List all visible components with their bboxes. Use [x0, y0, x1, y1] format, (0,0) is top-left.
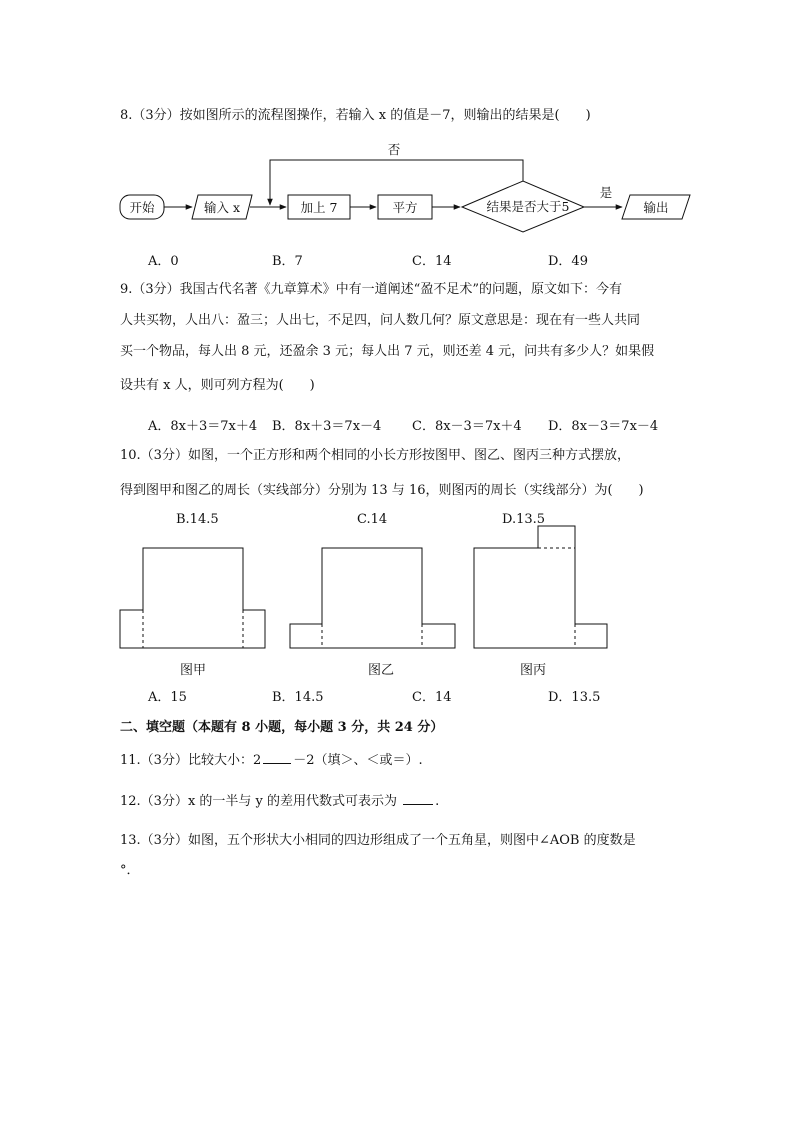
flow-add-label: 加上 7: [300, 200, 338, 215]
q10-fig-label-jia: 图甲: [180, 663, 207, 678]
q10-fig-top-label-c: C.14: [357, 512, 388, 527]
flow-start-label: 开始: [129, 200, 155, 215]
figure-yi: [290, 548, 455, 648]
q10-option-d: D．13.5: [548, 690, 601, 705]
q8-option-a: A．0: [148, 254, 179, 269]
q11-post: －2（填＞、＜或＝）.: [293, 753, 423, 768]
q12-blank[interactable]: [403, 792, 433, 805]
q9-line3: 买一个物品，每人出 8 元，还盈余 3 元；每人出 7 元，则还差 4 元，问共有多少人？如果假: [120, 344, 655, 359]
q12-post: .: [435, 794, 440, 809]
q8-flowchart: [110, 138, 710, 238]
q12-text: [120, 792, 439, 812]
q8-option-d: D．49: [548, 254, 588, 269]
q10-option-b: B．14.5: [272, 690, 324, 705]
q9-option-a: A．8x＋3＝7x＋4: [148, 419, 258, 434]
flow-output-label: 输出: [643, 200, 669, 215]
q12-pre: 12.（3分）x 的一半与 y 的差用代数式可表示为: [120, 794, 402, 809]
q13-line1: 13.（3分）如图，五个形状大小相同的四边形组成了一个五角星，则图中∠AOB 的度数是: [120, 833, 636, 848]
q10-fig-label-bing: 图丙: [520, 663, 547, 678]
q9-line1: 9.（3分）我国古代名著《九章算术》中有一道阐述“盈不足术”的问题，原文如下：今有: [120, 282, 622, 297]
q9-option-d: D．8x－3＝7x－4: [548, 419, 659, 434]
q13-line2: °．: [120, 863, 140, 878]
q11-text: [120, 751, 423, 771]
q10-fig-top-label-b: B.14.5: [176, 512, 219, 527]
section-fill-in-title: 二、填空题（本题有 8 小题，每小题 3 分，共 24 分）: [120, 720, 444, 735]
flow-decision-label: 结果是否大于5: [486, 199, 570, 214]
flow-yes-label: 是: [599, 185, 613, 200]
flow-no-label: 否: [387, 142, 401, 157]
q11-blank[interactable]: [263, 751, 291, 764]
q10-option-c: C．14: [412, 690, 452, 705]
figure-jia: [120, 548, 265, 648]
q10-fig-label-yi: 图乙: [368, 663, 395, 678]
flow-input-label: 输入 x: [203, 200, 241, 215]
q9-line2: 人共买物，人出八：盈三；人出七，不足四，问人数几何？原文意思是：现在有一些人共同: [120, 313, 641, 328]
q9-line4: 设共有 x 人，则可列方程为( ): [120, 378, 315, 393]
q10-line2: 得到图甲和图乙的周长（实线部分）分别为 13 与 16，则图丙的周长（实线部分）为( ): [120, 483, 644, 498]
figure-bing: [474, 526, 607, 648]
q10-figures: [110, 520, 620, 660]
q10-option-a: A．15: [148, 690, 187, 705]
q8-option-b: B．7: [272, 254, 303, 269]
q9-option-b: B．8x＋3＝7x－4: [272, 419, 382, 434]
q8-text: 8.（3分）按如图所示的流程图操作，若输入 x 的值是－7，则输出的结果是( ): [120, 108, 591, 123]
q10-fig-top-label-d: D.13.5: [502, 512, 546, 527]
flow-square-label: 平方: [392, 200, 418, 215]
q11-pre: 11.（3分）比较大小：2: [120, 753, 262, 768]
q9-option-c: C．8x－3＝7x＋4: [412, 419, 522, 434]
q10-line1: 10.（3分）如图，一个正方形和两个相同的小长方形按图甲、图乙、图丙三种方式摆放，: [120, 448, 630, 463]
q8-option-c: C．14: [412, 254, 452, 269]
